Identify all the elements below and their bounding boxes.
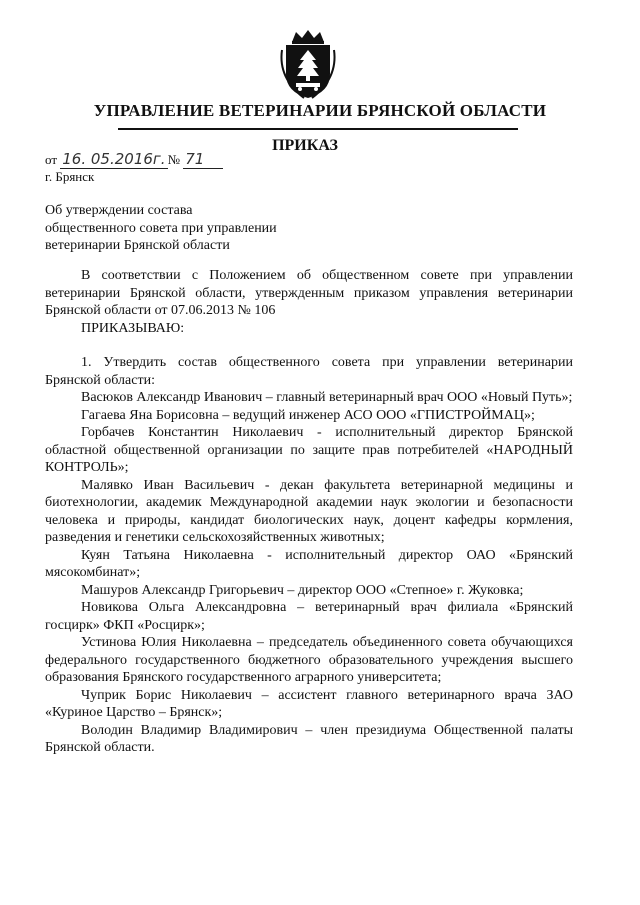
subject-line: общественного совета при управлении: [45, 220, 277, 236]
date-prefix: от: [45, 152, 58, 167]
spacer: [45, 337, 573, 354]
subject-block: [45, 202, 277, 255]
document-body: [45, 267, 573, 757]
order-word: ПРИКАЗЫВАЮ:: [81, 320, 185, 336]
subject-line: ветеринарии Брянской области: [45, 238, 230, 253]
member-entry: Васюков Александр Иванович – главный ветеринарный врач ООО «Новый Путь»;: [81, 390, 573, 405]
organization-name: УПРАВЛЕНИЕ ВЕТЕРИНАРИИ БРЯНСКОЙ ОБЛАСТИ: [93, 101, 547, 120]
member-entry: Новикова Ольга Александровна – ветеринарный врач филиала «Брянский госцирк» ФКП «Росцирк»;: [45, 600, 573, 633]
handwritten-number: 71: [183, 150, 223, 169]
subject-line: Об утверждении состава: [45, 203, 193, 218]
member-entry: Устинова Юлия Николаевна – председатель объединенного совета обучающихся федерального государственного бюджетного образовательного учреждения высшего образования Брянского государственного аграрного университета;: [45, 635, 573, 685]
handwritten-date: 16. 05.2016г.: [62, 150, 166, 168]
member-entry: Малявко Иван Васильевич - декан факультета ветеринарной медицины и биотехнологии, академик Международной академии наук экологии и безопасности человека и природы, кандидат биологических наук, доцент кафедры кормления, разведения и генетики сельскохозяйственных животных;: [45, 477, 573, 545]
header-divider: [118, 128, 518, 130]
member-entry: Чуприк Борис Николаевич – ассистент главного ветеринарного врача ЗАО «Куриное Царство – Брянск»;: [45, 687, 573, 720]
member-entry: Куян Татьяна Николаевна - исполнительный директор ОАО «Брянский мясокомбинат»;: [45, 547, 573, 580]
date-line: [45, 150, 223, 169]
coat-of-arms-icon: [276, 28, 340, 100]
member-entry: Горбачев Константин Николаевич - исполнительный директор Брянской областной общественной организации по защите прав потребителей «НАРОДНЫЙ КОНТРОЛЬ»;: [45, 425, 573, 475]
member-entry: Машуров Александр Григорьевич – директор ООО «Степное» г. Жуковка;: [81, 582, 524, 598]
document-type: ПРИКАЗ: [272, 137, 338, 154]
preamble: В соответствии с Положением об общественном совете при управлении ветеринарии Брянской области, утвержденным приказом управления ветеринарии Брянской области от 07.06.2013 № 106: [45, 268, 573, 318]
number-label: №: [167, 152, 180, 167]
city: г. Брянск: [45, 169, 95, 184]
member-entry: Гагаева Яна Борисовна – ведущий инженер АСО ООО «ГПИСТРОЙМАЦ»;: [81, 407, 535, 423]
item-1: 1. Утвердить состав общественного совета при управлении ветеринарии Брянской области:: [45, 355, 573, 388]
member-entry: Володин Владимир Владимирович – член президиума Общественной палаты Брянской области.: [45, 722, 573, 755]
